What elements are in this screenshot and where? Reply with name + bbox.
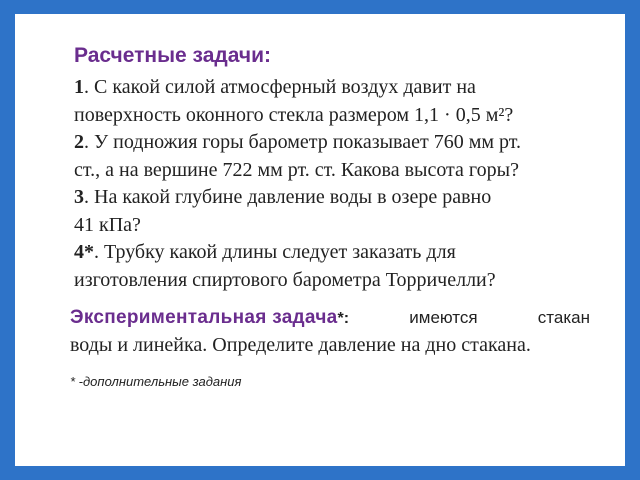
experimental-task-text: воды и линейка. Определите давление на дно стакана. bbox=[70, 334, 531, 356]
task-text: . Трубку какой длины следует заказать для bbox=[94, 241, 456, 263]
task-number: 3 bbox=[74, 186, 84, 208]
experimental-star: *: bbox=[337, 310, 350, 327]
task-line bbox=[74, 184, 594, 212]
experimental-task-line bbox=[70, 304, 590, 332]
task-number: 2 bbox=[74, 131, 84, 153]
task-number: 4* bbox=[74, 241, 94, 263]
task-text: поверхность оконного стекла размером 1,1 · 0,5 м²? bbox=[74, 103, 514, 126]
task-text: . На какой глубине давление воды в озере равно bbox=[84, 186, 492, 208]
task-text: изготовления спиртового барометра Торричелли? bbox=[74, 268, 496, 291]
experimental-word: имеются bbox=[409, 308, 478, 327]
task-line bbox=[74, 129, 594, 157]
section-title: Расчетные задачи: bbox=[74, 44, 271, 67]
task-line bbox=[74, 239, 594, 267]
task-1 bbox=[74, 74, 594, 129]
task-2 bbox=[74, 129, 594, 184]
experimental-heading bbox=[70, 304, 349, 332]
experimental-word: стакан bbox=[537, 308, 590, 327]
slide bbox=[15, 14, 625, 466]
experimental-task bbox=[70, 304, 590, 359]
task-list bbox=[74, 74, 594, 294]
task-text: 41 кПа? bbox=[74, 213, 141, 236]
task-number: 1 bbox=[74, 76, 84, 98]
task-text: . С какой силой атмосферный воздух давит на bbox=[84, 76, 476, 98]
experimental-title: Экспериментальная задача bbox=[70, 307, 338, 328]
task-line bbox=[74, 74, 594, 102]
task-4 bbox=[74, 239, 594, 294]
task-text: ст., а на вершине 722 мм рт. ст. Какова высота горы? bbox=[74, 158, 519, 181]
task-text: . У подножия горы барометр показывает 760 мм рт. bbox=[84, 131, 522, 153]
task-3 bbox=[74, 184, 594, 239]
footnote: * -дополнительные задания bbox=[70, 374, 242, 389]
